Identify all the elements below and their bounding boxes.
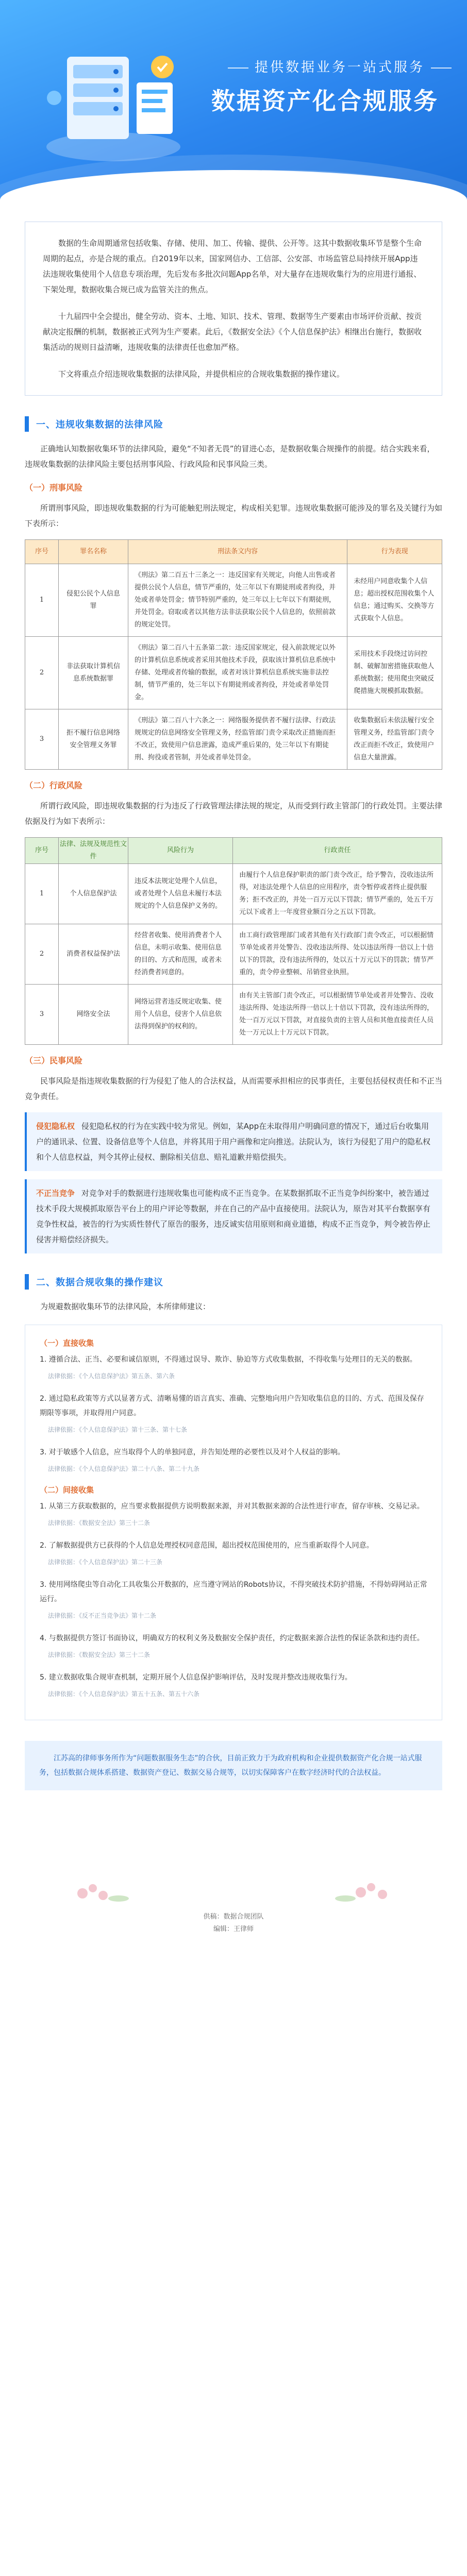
table-cell: 个人信息保护法 bbox=[59, 864, 128, 924]
suggestion-note: 法律依据：《个人信息保护法》第二十八条、第二十九条 bbox=[48, 1465, 200, 1472]
administrative-risk-title: （二）行政风险 bbox=[25, 781, 83, 790]
table-cell: 经营者收集、使用消费者个人信息，未明示收集、使用信息的目的、方式和范围，或者未经消费者同意的。 bbox=[128, 924, 233, 985]
criminal-risk-table bbox=[25, 539, 442, 770]
table-cell: 《刑法》第二百八十六条之一：网络服务提供者不履行法律、行政法规规定的信息网络安全管理义务，经监管部门责令采取改正措施而拒不改正，致使用户信息泄露，造成严重后果的，处三年以下有期徒刑、拘役或者管制，并处或者单处罚金。 bbox=[128, 709, 347, 770]
section-heading-text: 一、违规收集数据的法律风险 bbox=[36, 419, 163, 430]
table-cell: 非法获取计算机信息系统数据罪 bbox=[59, 637, 128, 709]
table-header: 法律、法规及规范性文件 bbox=[59, 838, 128, 864]
table-header: 序号 bbox=[25, 540, 59, 564]
intro-paragraph: 十九届四中全会提出，健全劳动、资本、土地、知识、技术、管理、数据等生产要素由市场评价贡献、按贡献决定报酬的机制，数据被正式列为生产要素。此后，《数据安全法》《个人信息保护法》相继出台施行，数据收集活动的规则日益清晰，违规收集的法律责任也愈加严格。 bbox=[43, 312, 422, 352]
table-cell: 侵犯公民个人信息罪 bbox=[59, 564, 128, 637]
footer bbox=[0, 1862, 467, 1972]
table-header: 风险行为 bbox=[128, 838, 233, 864]
suggestion-item: 2. 通过隐私政策等方式以显著方式、清晰易懂的语言真实、准确、完整地向用户告知收集信息的目的、方式、范围及保存期限等事项，并取得用户同意。 bbox=[40, 1395, 424, 1417]
suggestion-item: 4. 与数据提供方签订书面协议，明确双方的权利义务及数据安全保护责任，约定数据来源合法性的保证条款和违约责任。 bbox=[40, 1634, 424, 1642]
case-text: 侵犯隐私权的行为在实践中较为常见。例如，某App在未取得用户明确同意的情况下，通过后台收集用户的通讯录、位置、设备信息等个人信息，并将其用于用户画像和定向推送。法院认为，该行为侵犯了用户的隐私权和个人信息权益，判令其停止侵权、删除相关信息、赔礼道歉并赔偿损失。 bbox=[36, 1122, 431, 1162]
table-cell: 收集数据后未依法履行安全管理义务，经监管部门责令改正而拒不改正，致使用户信息大量泄露。 bbox=[347, 709, 442, 770]
intro-paragraph: 数据的生命周期通常包括收集、存储、使用、加工、传输、提供、公开等。这其中数据收集环节是整个生命周期的起点，亦是合规的重点。自2019年以来，国家网信办、工信部、公安部、市场监管总局持续开展App违法违规收集使用个人信息专项治理，先后发布多批次问题App名单，对大量存在违规收集行为的应用进行通报、下架处理，数据收集合规已成为监管关注的焦点。 bbox=[43, 239, 422, 294]
suggestion-note: 法律依据：《个人信息保护法》第五十五条、第五十六条 bbox=[48, 1690, 200, 1698]
header-banner bbox=[0, 0, 467, 206]
civil-risk-title: （三）民事风险 bbox=[25, 1056, 83, 1065]
table-cell: 由履行个人信息保护职责的部门责令改正，给予警告，没收违法所得，对违法处理个人信息的应用程序，责令暂停或者终止提供服务；拒不改正的，并处一百万元以下罚款；情节严重的，处五千万元以下或者上一年度营业额百分之五以下罚款。 bbox=[233, 864, 442, 924]
section-heading-text: 二、数据合规收集的操作建议 bbox=[36, 1277, 163, 1288]
table-cell: 3 bbox=[25, 985, 59, 1045]
table-header: 行政责任 bbox=[233, 838, 442, 864]
table-cell: 未经用户同意收集个人信息；超出授权范围收集个人信息；通过购买、交换等方式获取个人信息。 bbox=[347, 564, 442, 637]
table-cell: 由有关主管部门责令改正，可以根据情节单处或者并处警告、没收违法所得、处违法所得一倍以上十倍以下罚款，没有违法所得的，处一百万元以下罚款，对直接负责的主管人员和其他直接责任人员处一万元以上十万元以下罚款。 bbox=[233, 985, 442, 1045]
table-cell: 3 bbox=[25, 709, 59, 770]
suggestion-item: 5. 建立数据收集合规审查机制，定期开展个人信息保护影响评估，及时发现并整改违规收集行为。 bbox=[40, 1673, 352, 1682]
table-row bbox=[25, 985, 442, 1045]
suggestion-caption: （一）直接收集 bbox=[40, 1338, 94, 1348]
intro-box bbox=[25, 222, 442, 396]
closing-box: 江苏高的律师事务所作为“问题数据服务生态”的合伙，目前正致力于为政府机构和企业提供数据资产化合规一站式服务，包括数据合规体系搭建、数据资产登记、数据交易合规等，以切实保障客户在数字经济时代的合法权益。 bbox=[25, 1741, 442, 1790]
suggestion-note: 法律依据：《数据安全法》第三十二条 bbox=[48, 1651, 151, 1658]
suggestion-item: 2. 了解数据提供方已获得的个人信息处理授权同意范围，超出授权范围使用的，应当重新取得个人同意。 bbox=[40, 1541, 374, 1550]
suggestion-box bbox=[25, 1325, 442, 1720]
suggestion-note: 法律依据：《个人信息保护法》第二十三条 bbox=[48, 1558, 163, 1566]
table-cell: 拒不履行信息网络安全管理义务罪 bbox=[59, 709, 128, 770]
suggestion-item: 3. 使用网络爬虫等自动化工具收集公开数据的，应当遵守网站的Robots协议，不得突破技术防护措施，不得妨碍网站正常运行。 bbox=[40, 1581, 427, 1603]
case-tag: 不正当竞争 bbox=[36, 1189, 75, 1198]
suggestion-item: 1. 从第三方获取数据的，应当要求数据提供方说明数据来源，并对其数据来源的合法性进行审查，留存审核、交易记录。 bbox=[40, 1502, 424, 1511]
heading-marker bbox=[25, 1274, 29, 1290]
banner-subtitle: 提供数据业务一站式服务 bbox=[222, 57, 458, 76]
table-row bbox=[25, 564, 442, 637]
table-row bbox=[25, 864, 442, 924]
table-header: 行为表现 bbox=[347, 540, 442, 564]
data-server-illustration-icon bbox=[36, 36, 191, 165]
table-cell: 1 bbox=[25, 864, 59, 924]
section-lead: 正确地认知数据收集环节的法律风险，避免“不知者无畏”的冒进心态，是数据收集合规操作的前提。结合实践来看，违规收集数据的法律风险主要包括刑事风险、行政风险和民事风险三类。 bbox=[25, 444, 435, 469]
intro-paragraph: 下文将重点介绍违规收集数据的法律风险，并提供相应的合规收集数据的操作建议。 bbox=[58, 369, 345, 379]
table-row bbox=[25, 924, 442, 985]
table-header: 刑法条文内容 bbox=[128, 540, 347, 564]
suggestion-caption: （二）间接收集 bbox=[40, 1485, 94, 1495]
table-cell: 网络运营者违反规定收集、使用个人信息，侵害个人信息依法得到保护的权利的。 bbox=[128, 985, 233, 1045]
case-tag: 侵犯隐私权 bbox=[36, 1122, 75, 1131]
section-heading bbox=[25, 414, 442, 434]
civil-case-box bbox=[25, 1179, 442, 1253]
table-cell: 2 bbox=[25, 924, 59, 985]
table-cell: 《刑法》第二百八十五条第二款：违反国家规定，侵入前款规定以外的计算机信息系统或者采用其他技术手段，获取该计算机信息系统中存储、处理或者传输的数据，或者对该计算机信息系统实施非法控制，情节严重的，处三年以下有期徒刑或者拘役，并处或者单处罚金。 bbox=[128, 637, 347, 709]
table-cell: 《刑法》第二百五十三条之一：违反国家有关规定，向他人出售或者提供公民个人信息，情节严重的，处三年以下有期徒刑或者拘役，并处或者单处罚金；情节特别严重的，处三年以上七年以下有期徒刑，并处罚金。窃取或者以其他方法非法获取公民个人信息的，依照前款的规定处罚。 bbox=[128, 564, 347, 637]
section-heading bbox=[25, 1272, 442, 1292]
table-row bbox=[25, 709, 442, 770]
suggestion-note: 法律依据：《反不正当竞争法》第十二条 bbox=[48, 1612, 157, 1619]
table-cell: 网络安全法 bbox=[59, 985, 128, 1045]
footer-credit: 编辑：王律师 bbox=[213, 1925, 254, 1933]
table-cell: 2 bbox=[25, 637, 59, 709]
suggestion-note: 法律依据：《个人信息保护法》第五条、第六条 bbox=[48, 1372, 175, 1380]
banner-title: 数据资产化合规服务 bbox=[211, 87, 439, 115]
table-cell: 违反本法规定处理个人信息，或者处理个人信息未履行本法规定的个人信息保护义务的。 bbox=[128, 864, 233, 924]
suggestion-note: 法律依据：《个人信息保护法》第十三条、第十七条 bbox=[48, 1426, 188, 1433]
section-lead: 为规避数据收集环节的法律风险，本所律师建议： bbox=[40, 1302, 211, 1311]
administrative-risk-desc: 所谓行政风险，即违规收集数据的行为违反了行政管理法律法规的规定，从而受到行政主管部门的行政处罚。主要法律依据及行为如下表所示： bbox=[25, 801, 443, 826]
table-cell: 采用技术手段绕过访问控制、破解加密措施获取他人系统数据；使用爬虫突破反爬措施大规模抓取数据。 bbox=[347, 637, 442, 709]
suggestion-item: 3. 对于敏感个人信息，应当取得个人的单独同意，并告知处理的必要性以及对个人权益的影响。 bbox=[40, 1448, 345, 1456]
civil-risk-desc: 民事风险是指违规收集数据的行为侵犯了他人的合法权益，从而需要承担相应的民事责任，主要包括侵权责任和不正当竞争责任。 bbox=[25, 1076, 443, 1101]
criminal-risk-title: （一）刑事风险 bbox=[25, 483, 83, 493]
table-cell: 消费者权益保护法 bbox=[59, 924, 128, 985]
footer-credit: 供稿：数据合规团队 bbox=[203, 1913, 264, 1921]
table-row bbox=[25, 637, 442, 709]
table-header: 罪名名称 bbox=[59, 540, 128, 564]
suggestion-note: 法律依据：《数据安全法》第三十二条 bbox=[48, 1519, 151, 1527]
suggestion-item: 1. 遵循合法、正当、必要和诚信原则，不得通过误导、欺诈、胁迫等方式收集数据，不得收集与处理目的无关的数据。 bbox=[40, 1355, 417, 1364]
table-header: 序号 bbox=[25, 838, 59, 864]
heading-marker bbox=[25, 416, 29, 432]
civil-case-box bbox=[25, 1112, 442, 1171]
criminal-risk-desc: 所谓刑事风险，即违规收集数据的行为可能触犯刑法规定，构成相关犯罪。违规收集数据可能涉及的罪名及关键行为如下表所示： bbox=[25, 503, 443, 528]
administrative-risk-table bbox=[25, 837, 442, 1045]
flower-decoration-icon bbox=[0, 1862, 467, 1909]
case-text: 对竞争对手的数据进行违规收集也可能构成不正当竞争。在某数据抓取不正当竞争纠纷案中，被告通过技术手段大规模抓取原告平台上的用户评论等数据，并在自己的产品中直接使用。法院认为，原告对其平台数据享有竞争性权益，被告的行为实质性替代了原告的服务，违反诚实信用原则和商业道德，构成不正当竞争，判令被告停止侵害并赔偿经济损失。 bbox=[36, 1189, 431, 1244]
table-cell: 由工商行政管理部门或者其他有关行政部门责令改正，可以根据情节单处或者并处警告、没收违法所得、处以违法所得一倍以上十倍以下的罚款，没有违法所得的，处以五十万元以下的罚款；情节严重的，责令停业整顿、吊销营业执照。 bbox=[233, 924, 442, 985]
table-cell: 1 bbox=[25, 564, 59, 637]
